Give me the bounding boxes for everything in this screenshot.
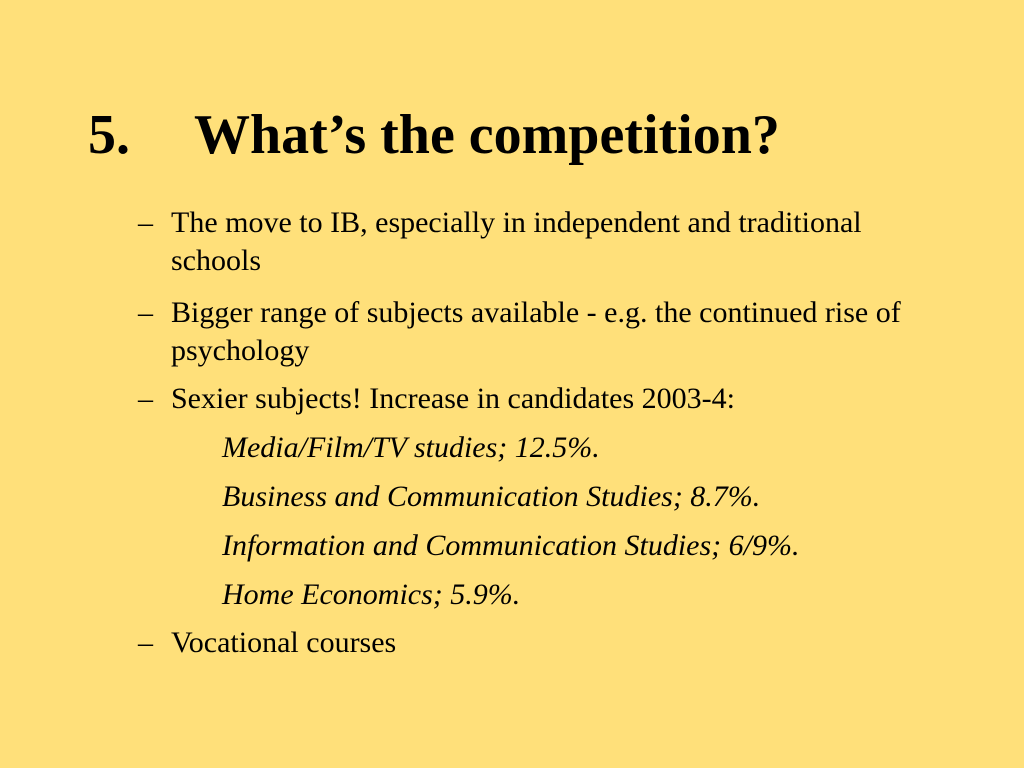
sub-item: Business and Communication Studies; 8.7%. bbox=[222, 480, 761, 513]
bullet-item bbox=[138, 204, 938, 280]
title-text: What’s the competition? bbox=[194, 104, 780, 166]
sub-item: Information and Communication Studies; 6/9%. bbox=[222, 529, 800, 562]
sub-item: Home Economics; 5.9%. bbox=[222, 578, 521, 611]
bullet-text: Bigger range of subjects available - e.g. the continued rise of psychology bbox=[171, 296, 901, 367]
bullet-item bbox=[138, 294, 938, 370]
bullet-item bbox=[138, 624, 938, 662]
bullet-dash: – bbox=[138, 382, 153, 415]
bullet-dash: – bbox=[138, 626, 153, 659]
sub-item: Media/Film/TV studies; 12.5%. bbox=[222, 431, 600, 464]
bullet-item bbox=[138, 380, 938, 418]
bullet-text: Sexier subjects! Increase in candidates 2003-4: bbox=[171, 382, 735, 415]
bullet-dash: – bbox=[138, 206, 153, 239]
title-number: 5. bbox=[88, 104, 130, 166]
bullet-text: The move to IB, especially in independent and traditional schools bbox=[171, 206, 862, 277]
bullet-dash: – bbox=[138, 296, 153, 329]
bullet-text: Vocational courses bbox=[171, 626, 397, 659]
